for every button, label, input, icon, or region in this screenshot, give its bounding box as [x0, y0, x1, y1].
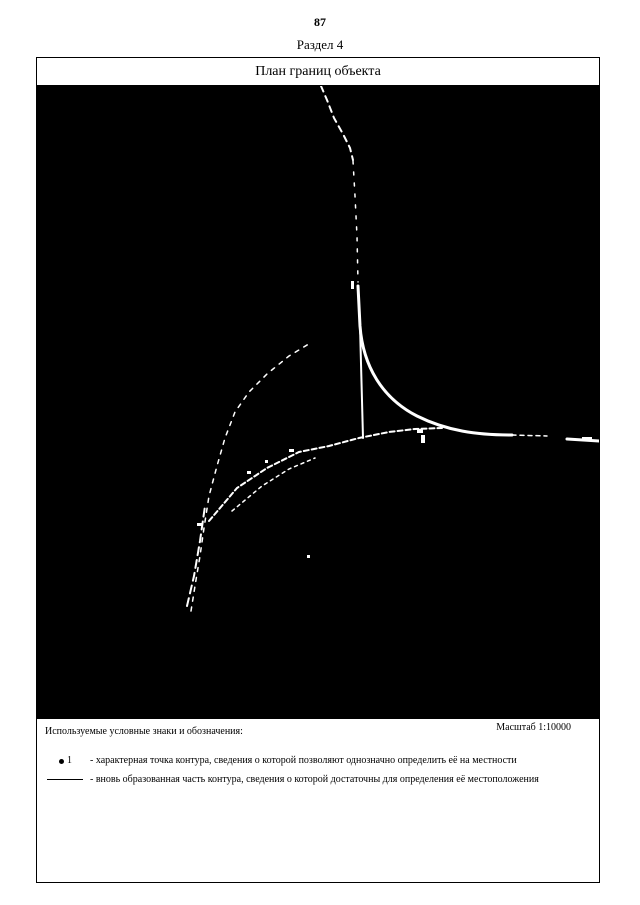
- legend-item-text: - вновь образованная часть контура, сведения о которой достаточны для определения её местоположения: [90, 774, 539, 785]
- legend-caption: Используемые условные знаки и обозначения:: [45, 726, 243, 737]
- map-feature: [307, 555, 310, 558]
- plan-frame: [36, 57, 600, 883]
- map-feature: [289, 449, 294, 452]
- map-feature: [247, 471, 251, 474]
- map-feature: [582, 437, 592, 441]
- section-title: Раздел 4: [296, 37, 344, 52]
- plan-title: План границ объекта: [37, 58, 599, 86]
- map-feature: [351, 281, 354, 289]
- point-dot-icon: [59, 759, 64, 764]
- map-feature: [421, 435, 425, 443]
- map-scale: Масштаб 1:10000: [496, 722, 571, 733]
- legend-item-text: - характерная точка контура, сведения о которой позволяют однозначно определить её на местности: [90, 755, 517, 766]
- line-symbol-icon: [47, 779, 83, 780]
- map-feature: [265, 460, 268, 463]
- point-number: 1: [67, 755, 72, 766]
- map-feature: [197, 523, 202, 526]
- map-feature: [417, 429, 423, 433]
- page-number: 87: [314, 15, 326, 29]
- boundary-map: [37, 86, 599, 719]
- point-symbol: [57, 755, 81, 769]
